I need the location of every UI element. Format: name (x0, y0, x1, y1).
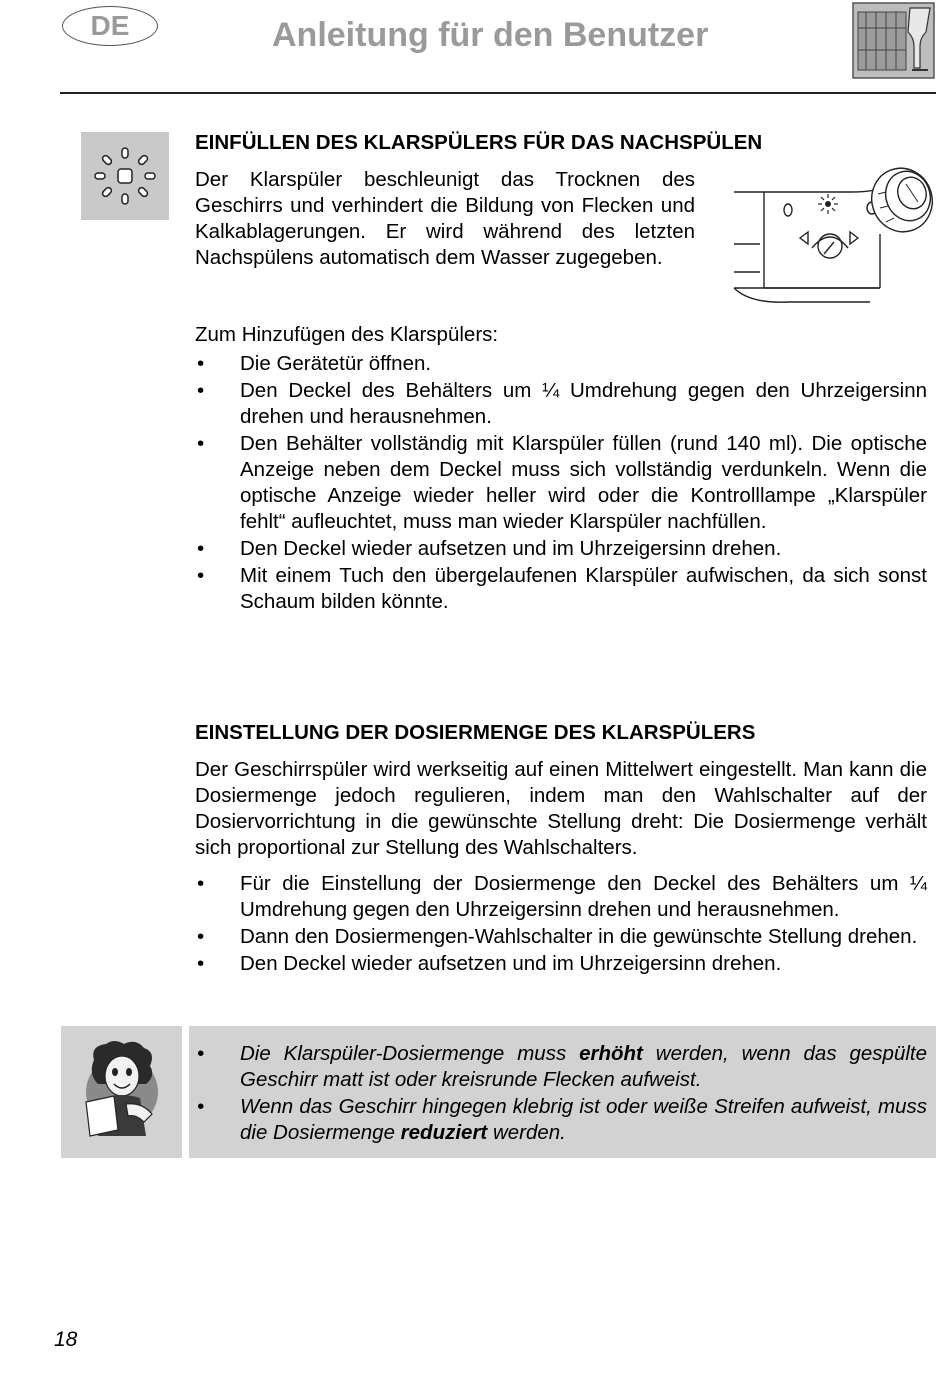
section-intro-fill (195, 167, 695, 271)
list-item: • Für die Einstellung der Dosiermenge den Deckel des Behälters um ¼ Umdrehung gegen den Uhrzeigersinn drehen und herausnehmen. (195, 871, 927, 923)
tips-list (195, 1041, 927, 1147)
section-heading-fill: EINFÜLLEN DES KLARSPÜLERS FÜR DAS NACHSPÜLEN (195, 131, 763, 154)
tip-increase: • Die Klarspüler-Dosiermenge muss erhöht werden, wenn das gespülte Geschirr matt ist oder kreisrunde Flecken aufweist. (195, 1041, 927, 1093)
page-title: Anleitung für den Benutzer (272, 16, 709, 54)
steps-lead-text: Zum Hinzufügen des Klarspülers: (195, 323, 499, 346)
intro-paragraph: Der Klarspüler beschleunigt das Trocknen des Geschirrs und verhindert die Bildung von Flecken und Kalkablagerungen. Er wird während des letzten Nachspülens automatisch dem Wasser zugegeben. (195, 168, 695, 269)
emphasis-increase: erhöht (579, 1042, 643, 1065)
section-heading-dosage: EINSTELLUNG DER DOSIERMENGE DES KLARSPÜLERS (195, 721, 756, 744)
header-divider (60, 92, 936, 94)
tip-reduce: • Wenn das Geschirr hingegen klebrig ist oder weiße Streifen aufweist, muss die Dosiermenge reduziert werden. (195, 1094, 927, 1146)
page-number: 18 (54, 1328, 78, 1351)
dishwasher-glass-icon (852, 2, 935, 79)
fill-steps-list (195, 351, 927, 616)
list-item: • Die Gerätetür öffnen. (195, 351, 927, 377)
list-item: • Den Behälter vollständig mit Klarspüler füllen (rund 140 ml). Die optische Anzeige neben dem Deckel muss sich vollständig verdunkeln. Wenn die optische Anzeige wieder heller wird oder die Kontrolllampe „Klarspüler fehlt“ aufleuchtet, muss man wieder Klarspüler nachfüllen. (195, 431, 927, 535)
rinse-aid-dispenser-illustration (730, 164, 940, 306)
section-intro-dosage: Der Geschirrspüler wird werkseitig auf einen Mittelwert eingestellt. Man kann die Dosiermenge jedoch regulieren, indem man den Wahlschalter auf der Dosiervorrichtung in die gewünschte Stellung dreht: Die Dosiermenge verhält sich proportional zur Stellung des Wahlschalters. (195, 758, 927, 859)
dosage-steps-list (195, 871, 927, 978)
list-item: • Den Deckel des Behälters um ¼ Umdrehung gegen den Uhrzeigersinn drehen und herausnehmen. (195, 378, 927, 430)
list-item: • Mit einem Tuch den übergelaufenen Klarspüler aufwischen, da sich sonst Schaum bilden könnte. (195, 563, 927, 615)
mascot-woman-icon (80, 1040, 164, 1138)
rinse-aid-sun-icon (81, 132, 169, 220)
list-item: • Den Deckel wieder aufsetzen und im Uhrzeigersinn drehen. (195, 951, 927, 977)
list-item: • Dann den Dosiermengen-Wahlschalter in die gewünschte Stellung drehen. (195, 924, 927, 950)
language-badge: DE (62, 6, 158, 46)
emphasis-reduce: reduziert (400, 1121, 488, 1144)
list-item: • Den Deckel wieder aufsetzen und im Uhrzeigersinn drehen. (195, 536, 927, 562)
